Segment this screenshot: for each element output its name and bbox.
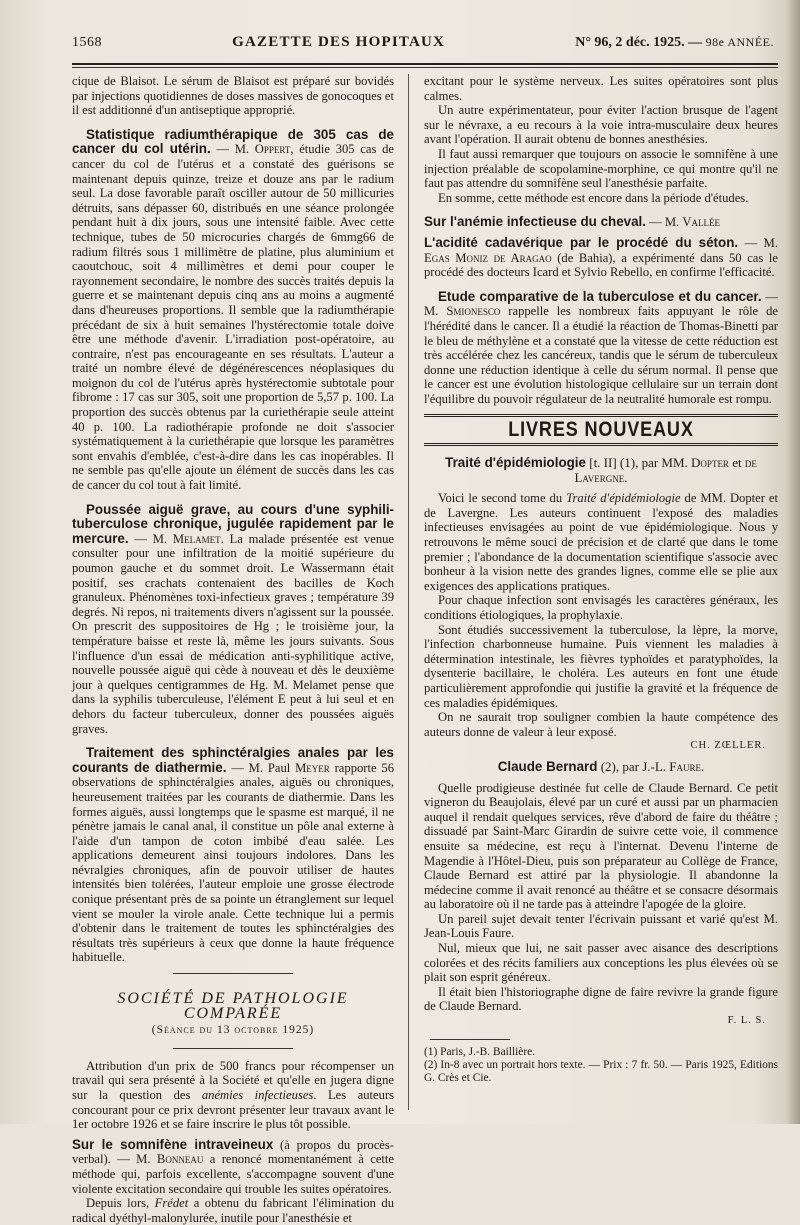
article-title: Etude comparative de la tuberculose et du cancer.: [438, 288, 762, 304]
fredet-paragraph: [72, 1196, 394, 1225]
review-paragraph: [424, 491, 778, 593]
text: (2), par J.-L.: [597, 758, 670, 774]
title-note: (à propos du procès-verbal).: [72, 1137, 394, 1167]
section-divider: [173, 1048, 293, 1049]
running-header: [72, 34, 774, 60]
review-paragraph: Pour chaque infection sont envisagés les caractères généraux, les conditions étiologiques, la prophylaxie.: [424, 593, 778, 622]
dash: — M.: [210, 142, 255, 157]
article-body: rappelle les nombreux faits appuyant le rôle de l'hérédité dans le cancer. Il a étudié la réaction de Thomas-Binetti par le bleu de méthylène et a constaté que la vitesse de cette réduction est très accélérée chez les cancéreux, tandis que le sérum de tuberculeux donne une réduction identique à celle du sérum normal. Il pense que le cancer est une évolution histologique cellulaire sur un terrain dont l'équilibre du pouvoir régulateur de la neutralité humorale est rompu.: [424, 304, 778, 406]
review-paragraph: Sont étudiés successivement la tuberculose, la lèpre, la morve, l'infection charbonneuse humaine. Puis viennent les maladies à détermination intestinale, les fièvres typhoïdes et paratyphoïdes, la dysenterie bacillaire, le choléra. Les auteurs en font une étude particulièrement approfondie qui justifie la gravité et la fréquence de ces maladies épidémiques.: [424, 622, 778, 710]
dash: — M.: [110, 1152, 157, 1167]
article-somnifene: [72, 1138, 394, 1196]
author-name: Bonneau: [156, 1152, 204, 1167]
dash: — M.: [645, 215, 683, 230]
article-radium: [72, 128, 394, 493]
author-name: Dopter: [691, 455, 729, 471]
book-title: Claude Bernard: [497, 758, 598, 774]
issue-year: 98e ANNÉE.: [705, 35, 774, 49]
issue-date: N° 96, 2 déc. 1925. —: [575, 35, 703, 50]
text: Voici le second tome du: [438, 491, 567, 506]
book-title-epidemiologie: [424, 456, 778, 485]
intro-paragraph: cique de Blaisot. Le sérum de Blaisot est préparé sur bovidés par injections quotidiennes de doses massives de gonocoques et il est additionné d'un antiseptique approprié.: [72, 74, 394, 118]
section-divider: [173, 973, 293, 974]
emphasis: anémies infectieuses: [201, 1088, 314, 1102]
paragraph: Il faut aussi remarquer que toujours on associe le somnifène à une injection préalable de scopolamine-morphine, ce qui montre qu'il ne faut pas attendre du somnifène seul l'anesthésie parfaite.: [424, 146, 778, 191]
text: de MM. Dopter et de Lavergne. Les auteurs continuent l'exposé des maladies infectieuses envisagées au point de vue épidémiologique. Nous y retrouvons le même souci de précision et de clarté que dans le tome premier ; l'abondance de la documentation scientifique s'associe avec bonheur à la vision nette des grandes lignes, comme elle se plie aux exigences des applications pratiques.: [424, 491, 779, 593]
page-spine-shadow: [786, 0, 800, 1124]
dash: — M.: [128, 531, 173, 546]
left-column: [72, 74, 395, 1225]
author-name: Vallée: [682, 215, 720, 230]
article-sphincteralgies: [72, 746, 394, 965]
dash: — M.: [424, 289, 778, 319]
text: .: [701, 758, 705, 774]
article-title: Sur le somnifène intraveineux: [72, 1136, 274, 1152]
author-name: Oppert: [254, 142, 291, 157]
prize-paragraph: [72, 1059, 394, 1132]
article-anemie: [424, 215, 778, 230]
text: et: [728, 455, 745, 471]
author-name: Smionesco: [446, 304, 501, 319]
text: Depuis lors,: [86, 1196, 155, 1211]
header-rule: [72, 63, 778, 65]
article-body: a renoncé momentanément à cette méthode qui, parfois excellente, s'accompagne souvent d'une violente excitation secondaire qui trouble les suites opératoires.: [72, 1152, 394, 1196]
dash: — M.: [738, 235, 778, 250]
author-name: Faure: [669, 758, 702, 774]
footnote: (2) In-8 avec un portrait hors texte. — Prix : 7 fr. 50. — Paris 1925, Editions G. Crès et Cie.: [424, 1058, 778, 1084]
book-title-claude-bernard: [424, 760, 778, 775]
author-name: Egas Moniz de Aragao: [424, 250, 552, 265]
review-paragraph: On ne saurait trop souligner combien la haute compétence des auteurs donne de valeur à leur exposé.: [424, 710, 778, 739]
article-body: rapporte 56 observations de sphinctéralgies anales, aiguës ou chroniques, heureusement traitées par les courants de diathermie. Dans les formes aiguës, aussi longtemps que le spasme est marqué, il ne pénètre jamais le canal anal, il constitue un pôle anal externe à l'aide d'un tampon de coton imbibé d'eau salée. Les applications demeurent ainsi toujours indolores. Dans les névralgies chroniques, afin de pouvoir utiliser de hautes intensités bien tolérées, l'auteur emploie une grosse électrode conique présentant près de sa pointe un étranglement sur lequel vient se mouler la virole anale. Cette technique lui a permis d'obtenir dans le traitement de toutes les sphinctéralgies des résultats très supérieurs à ceux que donne la haute fréquence habituelle.: [72, 760, 394, 965]
article-syphili-tuberculose: [72, 503, 394, 737]
article-body: (de Bahia), a expérimenté dans 50 cas le procédé des docteurs Icard et Sylvio Rebello, en confirme l'efficacité.: [424, 250, 778, 280]
journal-title: GAZETTE DES HOPITAUX: [232, 34, 446, 50]
review-signature: F. L. S.: [727, 1015, 766, 1027]
article-title: L'acidité cadavérique par le procédé du séton.: [424, 234, 739, 250]
text: [t. II] (1), par MM.: [585, 455, 692, 471]
book-title: Traité d'épidémiologie: [445, 455, 586, 471]
review-signature: CH. ZŒLLER.: [690, 740, 766, 752]
paragraph: En somme, cette méthode est encore dans la période d'études.: [438, 190, 749, 205]
review-paragraph: Un pareil sujet devait tenter l'écrivain puissant et varié qu'est M. Jean-Louis Faure.: [424, 911, 778, 941]
emphasis: Frédet: [154, 1196, 189, 1211]
header-rule-thin: [72, 67, 778, 68]
issue-info: [575, 35, 774, 51]
emphasis: Traité d'épidémiologie: [566, 491, 681, 506]
continued-paragraph: excitant pour le système nerveux. Les suites opératoires sont plus calmes.: [424, 74, 778, 103]
article-body: , étudie 305 cas de cancer du col de l'utérus et a constaté des guérisons se maintenant depuis quinze, treize et douze ans par le radium seul. La dose favorable paraît osciller autour de 50 millicuries détruits, sans dépasser 60, distribués en une séance prolongée pendant huit à dix jours, sous une intensité faible. Avec cette technique, tubes de 50 microcuries chargés de 6mmg66 de radium filtrés sous 1 millimètre de platine, plus aluminium et caoutchouc, soit 4 millimètres et demi pour couper le rayonnement secondaire, le nombre des succès traités depuis la guerre et se maintenant depuis cinq ans au moins a augmenté dans d'heureuses proportions. Il semble que la radiumthérapie précédant de six à huit semaines l'hystérectomie totale doive être une méthode d'avenir. L'irradiation post-opératoire, au contraire, n'est pas encourageante en ses résultats. L'auteur a traité un nombre élevé de dégénérescences néoplasiques du moignon du col de l'utérus après hystérectomie subtotale pour fibrome : 17 cas sur 305, soit une proportion de 5,57 p. 100. La proportion des succès obtenus par la curiethérapie seule atteint 40 p. 100. La radiothérapie profonde ne doit s'associer systématiquement à la curiethérapie que lorsque les paramètres sont envahis d'emblée, c'est-à-dire dans les cas inopérables. Il ne semble pas qu'elle ajoute un élément de succès dans les cas de cancer du col tout à fait limité.: [72, 142, 394, 493]
article-body: . La malade présentée est venue consulter pour une infiltration de la moitié supérieure du poumon gauche et du sommet droit. Le Wassermann était positif, ses crachats contenaient des bacilles de Koch granuleux. Phénomènes toxi-infectieux graves ; température 39 degrés. Ni repos, ni traitements divers n'agissent sur la poussée. On prescrit des suppositoires de Hg ; le troisième jour, la température baisse et reste là, même les jours suivants. Sous l'influence d'un essai de médication anti-syphilitique active, nouvelle poussée aiguë qui cède à nouveau et dès le deuxième jour à quelques centigrammes de Hg. M. Melamet pense que dans la syphilis tuberculeuse, l'élément E peut à lui seul et en dehors du facteur tuberculeux, donner des poussées aiguës graves.: [72, 531, 395, 736]
author-name: Meyer: [295, 760, 330, 775]
article-title: Statistique radiumthérapique de 305 cas de cancer du col utérin.: [72, 126, 394, 157]
livres-heading-box: [424, 414, 778, 446]
article-title: Traitement des sphinctéralgies anales par les courants de diathermie.: [72, 745, 394, 775]
author-name: Melamet: [172, 531, 221, 546]
author-name: de Lavergne: [574, 455, 757, 485]
footnote-rule: [430, 1039, 510, 1040]
paragraph: Un autre expérimentateur, pour éviter l'action brusque de l'agent sur le névraxe, a eu recours à la voie intra-musculaire deux heures avant l'opération. Il aurait obtenu de bonnes anesthésies.: [424, 103, 778, 147]
review-paragraph: Nul, mieux que lui, ne sait passer avec aisance des descriptions colorées et des récits familiers aux conceptions les plus élevées où se plait son esprit généreux.: [424, 941, 778, 985]
text: Attribution d'un prix de 500 francs pour récompenser un travail qui sera présenté à la Société et qu'elle en jugera digne sur la question des: [72, 1058, 394, 1102]
section-heading: LIVRES NOUVEAUX: [508, 418, 694, 442]
footnote: (1) Paris, J.-B. Baillière.: [424, 1045, 536, 1058]
dash: — M. Paul: [226, 760, 296, 775]
article-acidite: [424, 236, 778, 280]
article-tuberculose-cancer: [424, 290, 778, 407]
text: . Les auteurs concourant pour ce prix devront présenter leur travaux avant le 1er octobre 1926 et se faire inscrire le plus tôt possible.: [72, 1088, 394, 1132]
page-number: 1568: [72, 35, 102, 50]
society-heading: SOCIÉTÉ DE PATHOLOGIE COMPARÉE: [117, 990, 349, 1022]
society-session: (Séance du 13 octobre 1925): [151, 1024, 315, 1037]
review-paragraph: Quelle prodigieuse destinée fut celle de Claude Bernard. Ce petit vigneron du Beaujolais, élevé par un curé et aussi par un pharmacien auquel il rendait quelques services, rêve d'abord de faire du théâtre ; dissuadé par Saint-Marc Girardin de suivre cette voie, il commence ensuite sa médecine, est reçu à l'internat. Devenu l'interne de Magendie à l'Hôtel-Dieu, puis son préparateur au Collège de France, Claude Bernard est attiré par la physiologie. Il abandonne la médecine comme il avait renoncé au théâtre et se consacre désormais au laboratoire où il ne tarde pas à atteindre l'apogée de la gloire.: [424, 780, 778, 912]
text: .: [624, 469, 628, 485]
review-paragraph: Il était bien l'historiographe digne de faire revivre la grande figure de Claude Bernard.: [424, 984, 778, 1014]
right-column: [424, 74, 778, 1114]
article-title: Sur l'anémie infectieuse du cheval.: [424, 214, 646, 230]
column-separator: [408, 74, 409, 1110]
text: a obtenu du fabricant l'élimination du radical dyéthyl-malonylurée, inutile pour l'anesthésie et: [72, 1196, 395, 1225]
article-title: Poussée aiguë grave, au cours d'une syphili-tuberculose chronique, jugulée rapidement par le mercure.: [72, 501, 394, 546]
